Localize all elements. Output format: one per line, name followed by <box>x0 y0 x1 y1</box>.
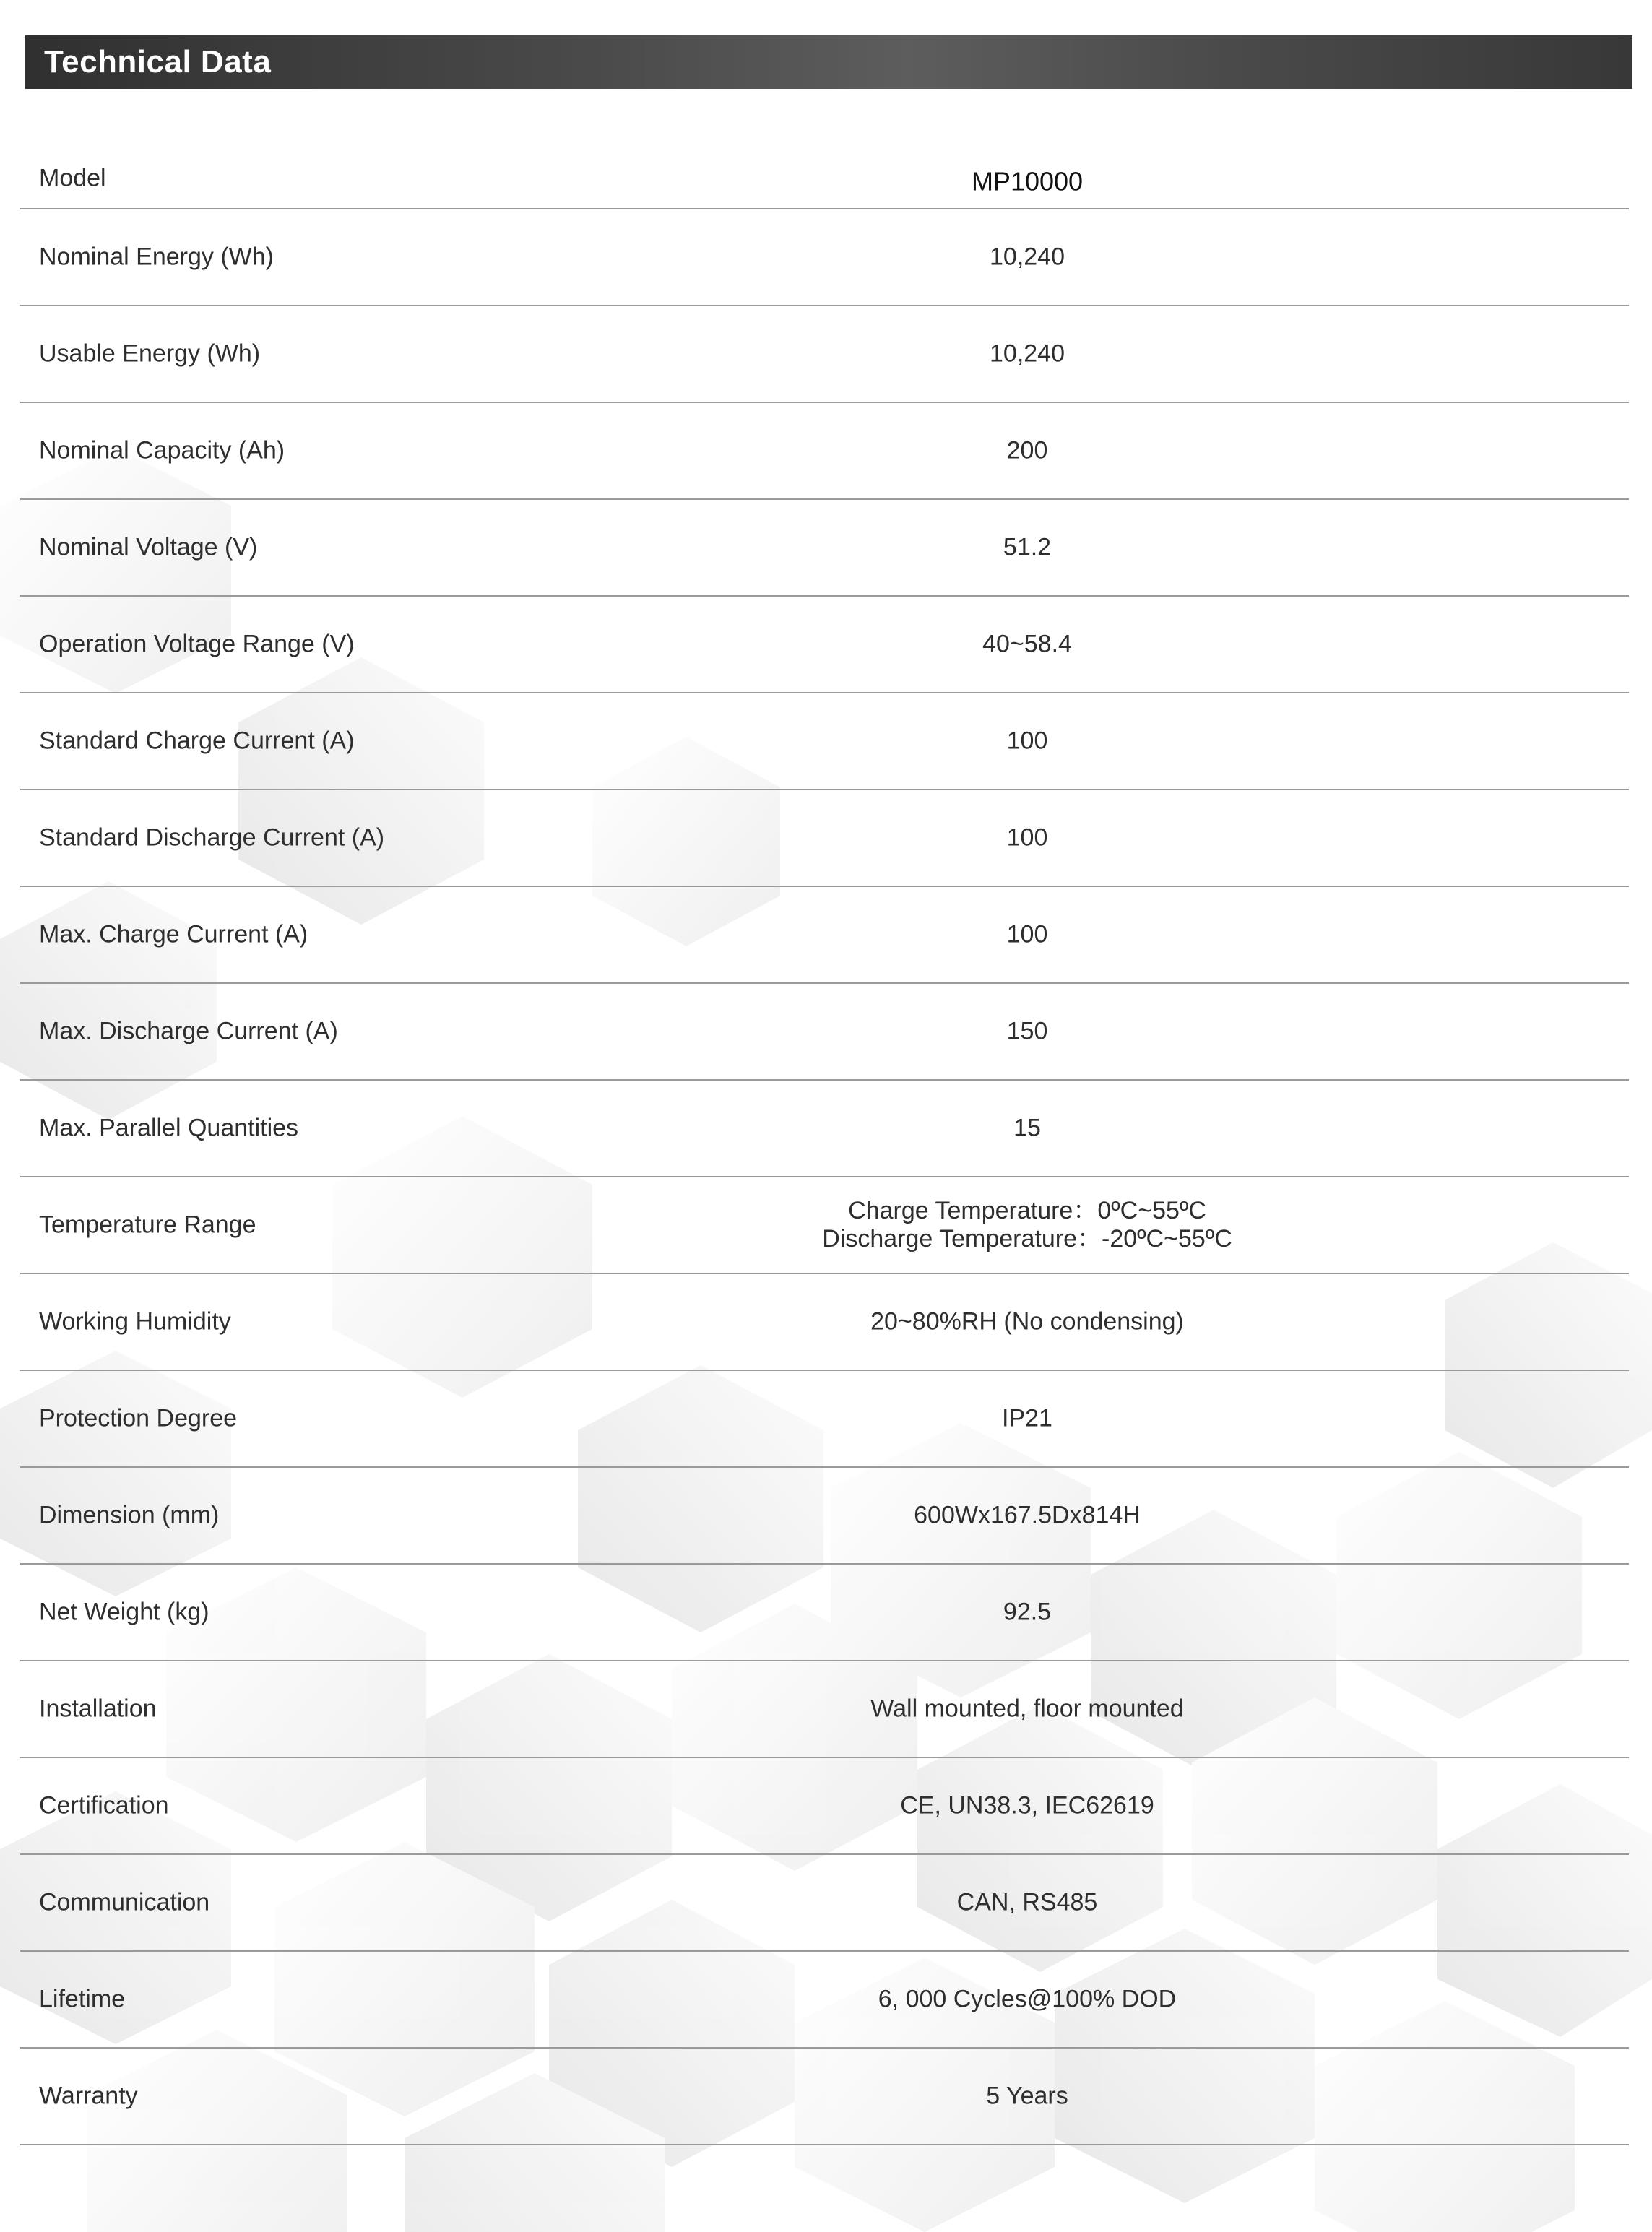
table-row-operation-voltage-range <box>20 597 1629 693</box>
table-row-certification <box>20 1758 1629 1855</box>
row-label: Warranty <box>39 2082 138 2110</box>
row-value: 40~58.4 <box>982 630 1072 658</box>
row-label: Standard Charge Current (A) <box>39 727 355 755</box>
table-row-nominal-voltage <box>20 500 1629 597</box>
row-label: Nominal Capacity (Ah) <box>39 436 285 464</box>
table-row-nominal-energy <box>20 209 1629 306</box>
row-value: 10,240 <box>990 339 1065 368</box>
row-label: Operation Voltage Range (V) <box>39 630 355 658</box>
row-value: 92.5 <box>1003 1598 1052 1626</box>
row-value: 600Wx167.5Dx814H <box>914 1501 1141 1529</box>
table-row-protection-degree <box>20 1371 1629 1468</box>
row-value: IP21 <box>1002 1404 1052 1432</box>
row-label: Max. Discharge Current (A) <box>39 1017 338 1045</box>
table-row-max-discharge-current <box>20 984 1629 1081</box>
row-value: 100 <box>1006 920 1048 948</box>
row-value: 6, 000 Cycles@100% DOD <box>878 1985 1177 2013</box>
row-label: Net Weight (kg) <box>39 1598 209 1626</box>
table-row-max-charge-current <box>20 887 1629 984</box>
table-row-standard-charge-current <box>20 693 1629 790</box>
row-value: MP10000 <box>971 166 1084 196</box>
row-value: 51.2 <box>1003 533 1052 561</box>
table-row-communication <box>20 1855 1629 1952</box>
table-row-working-humidity <box>20 1274 1629 1371</box>
table-row-warranty <box>20 2049 1629 2145</box>
row-label: Lifetime <box>39 1985 126 2013</box>
row-value <box>822 1197 1232 1253</box>
row-value: 100 <box>1006 823 1048 852</box>
row-label: Dimension (mm) <box>39 1501 220 1529</box>
row-label: Protection Degree <box>39 1404 238 1432</box>
row-label: Nominal Voltage (V) <box>39 533 258 561</box>
row-label: Certification <box>39 1791 169 1820</box>
row-value: 150 <box>1006 1017 1048 1045</box>
row-label: Temperature Range <box>39 1211 256 1239</box>
row-value: 5 Years <box>986 2082 1068 2110</box>
row-label: Installation <box>39 1695 157 1723</box>
table-row-dimension <box>20 1468 1629 1565</box>
technical-data-table <box>20 131 1629 2145</box>
table-row-installation <box>20 1661 1629 1758</box>
row-value: CAN, RS485 <box>956 1888 1098 1916</box>
row-value: 200 <box>1006 436 1048 464</box>
table-row-net-weight <box>20 1565 1629 1661</box>
table-row-usable-energy <box>20 306 1629 403</box>
table-row-lifetime <box>20 1952 1629 2049</box>
row-value: CE, UN38.3, IEC62619 <box>900 1791 1154 1820</box>
table-row-standard-discharge-current <box>20 790 1629 887</box>
row-value: 100 <box>1006 727 1048 755</box>
table-row-max-parallel-quantities <box>20 1081 1629 1177</box>
row-label: Max. Charge Current (A) <box>39 920 308 948</box>
row-value: 10,240 <box>990 243 1065 271</box>
table-row-model <box>20 131 1629 209</box>
row-label: Nominal Energy (Wh) <box>39 243 274 271</box>
row-value: 15 <box>1013 1114 1041 1142</box>
table-row-temperature-range <box>20 1177 1629 1274</box>
section-title: Technical Data <box>44 44 272 79</box>
charge-temperature-line: Charge Temperature：0ºC~55ºC <box>848 1197 1206 1224</box>
row-label: Max. Parallel Quantities <box>39 1114 299 1142</box>
row-label: Communication <box>39 1888 210 1916</box>
table-row-nominal-capacity <box>20 403 1629 500</box>
discharge-temperature-line: Discharge Temperature：-20ºC~55ºC <box>822 1225 1232 1253</box>
section-header-bar <box>25 35 1632 89</box>
row-value: 20~80%RH (No condensing) <box>870 1307 1184 1336</box>
row-label: Working Humidity <box>39 1307 231 1336</box>
row-label: Usable Energy (Wh) <box>39 339 261 368</box>
row-label: Model <box>39 164 106 192</box>
row-value: Wall mounted, floor mounted <box>870 1695 1184 1723</box>
row-label: Standard Discharge Current (A) <box>39 823 385 852</box>
